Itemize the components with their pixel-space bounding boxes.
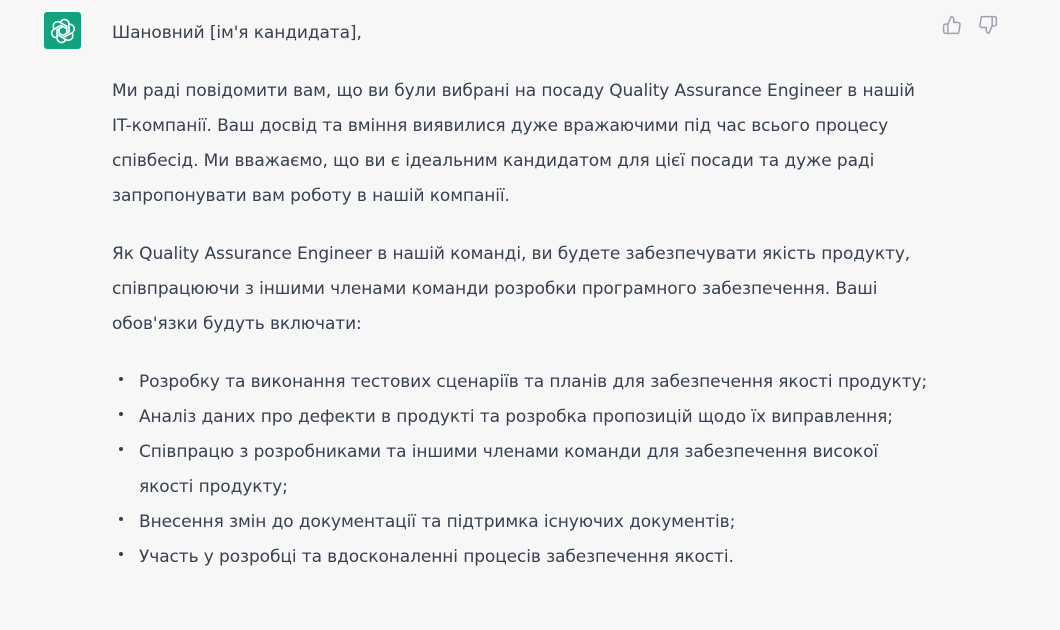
list-item: Внесення змін до документації та підтримка існуючих документів; (112, 505, 932, 540)
list-item: Розробку та виконання тестових сценаріїв та планів для забезпечення якості продукту; (112, 365, 932, 400)
list-item: Співпрацю з розробниками та іншими членами команди для забезпечення високої якості продукту; (112, 435, 932, 505)
feedback-buttons (941, 14, 999, 36)
list-item: Аналіз даних про дефекти в продукті та розробка пропозицій щодо їх виправлення; (112, 400, 932, 435)
message-body (112, 16, 932, 575)
list-item: Участь у розробці та вдосконаленні процесів забезпечення якості. (112, 540, 932, 575)
like-button[interactable] (941, 14, 963, 36)
paragraph-offer: Ми раді повідомити вам, що ви були вибрані на посаду Quality Assurance Engineer в нашій IT-компанії. Ваш досвід та вміння виявилися дуже вражаючими під час всього процесу співбесід. Ми вважаємо, що ви є ідеальним кандидатом для цієї посади та дуже раді запропонувати вам роботу в нашій компанії. (112, 81, 915, 206)
dislike-button[interactable] (977, 14, 999, 36)
thumbs-up-icon (942, 15, 962, 35)
thumbs-down-icon (978, 15, 998, 35)
paragraph-role: Як Quality Assurance Engineer в нашій команді, ви будете забезпечувати якість продукту, співпрацюючи з іншими членами команди розробки програмного забезпечення. Ваші обов'язки будуть включати: (112, 244, 911, 334)
assistant-avatar (44, 12, 81, 49)
openai-logo-icon (50, 18, 76, 44)
greeting: Шановний [ім'я кандидата], (112, 23, 362, 43)
duties-list (112, 365, 932, 575)
